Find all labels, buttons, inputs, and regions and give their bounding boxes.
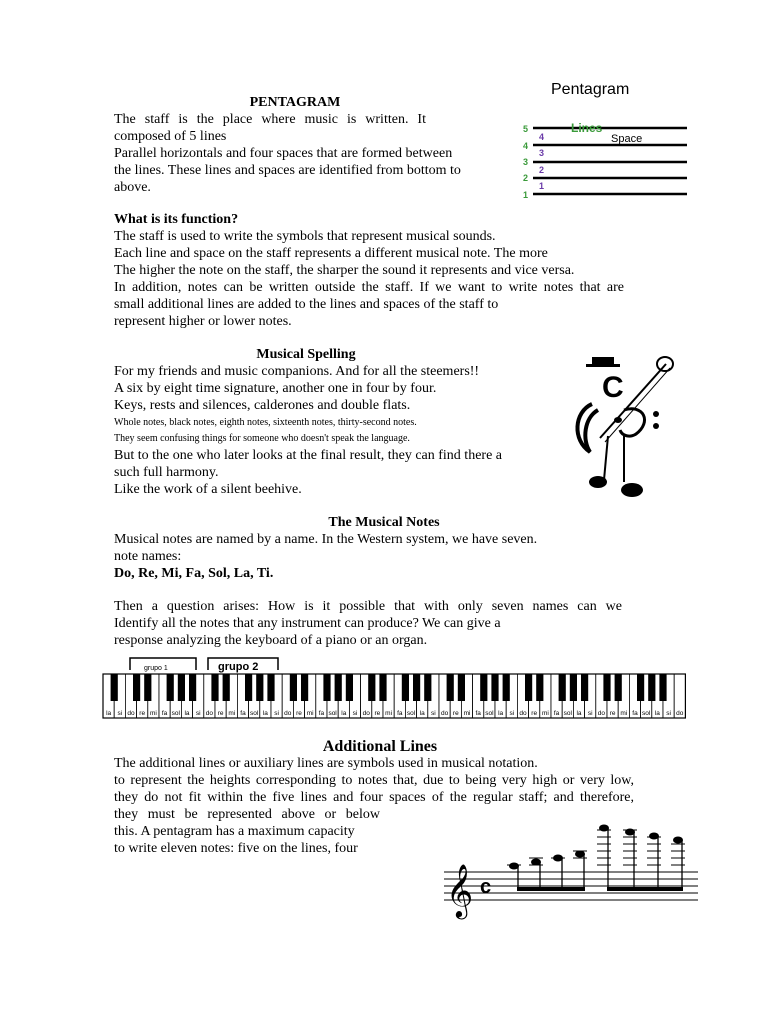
key-label: re — [531, 710, 538, 717]
black-key — [413, 674, 420, 701]
key-label: sol — [250, 710, 259, 717]
key-label: mi — [541, 710, 549, 717]
additional-line-3: they do not fit within the five lines and four spaces of the regular staff; and therefore, — [114, 790, 634, 805]
additional-narrow-1: they must be represented above or below — [114, 807, 380, 822]
black-key — [301, 674, 308, 701]
notes-question-1: Then a question arises: How is it possible that with only seven names can we — [114, 599, 622, 614]
black-key — [659, 674, 666, 701]
key-label: mi — [228, 710, 236, 717]
additional-line-1: The additional lines or auxiliary lines are symbols used in musical notation. — [114, 756, 538, 771]
black-key — [267, 674, 274, 701]
black-key — [379, 674, 386, 701]
notes-line-2: note names: — [114, 549, 182, 564]
key-label: do — [127, 710, 135, 717]
key-label: si — [666, 710, 671, 717]
black-key — [615, 674, 622, 701]
spelling-line-1: For my friends and music companions. And for all the steemers!! — [114, 364, 480, 379]
black-key — [178, 674, 185, 701]
music-character-illustration — [572, 352, 682, 502]
note-names: Do, Re, Mi, Fa, Sol, La, Ti. — [114, 566, 274, 581]
spelling-end-line-2: such full harmony. — [114, 465, 219, 480]
key-label: si — [274, 710, 279, 717]
function-line-2: Each line and space on the staff represents a different musical note. The more — [114, 246, 548, 261]
key-label: fa — [161, 710, 168, 717]
black-key — [480, 674, 487, 701]
black-key — [402, 674, 409, 701]
key-label: la — [106, 710, 112, 717]
notes-question-3: response analyzing the keyboard of a piano or an organ. — [114, 633, 428, 648]
key-label: re — [217, 710, 224, 717]
black-key — [189, 674, 196, 701]
space-number-3: 3 — [539, 148, 545, 158]
pentagram-figure — [515, 72, 695, 202]
black-key — [144, 674, 151, 701]
key-label: si — [195, 710, 201, 717]
line-number-5: 5 — [523, 124, 529, 134]
key-label: do — [519, 710, 527, 717]
pentagram-line-3: Parallel horizontals and four spaces that are formed between — [114, 146, 453, 161]
notes-question-2: Identify all the notes that any instrument can produce? We can give a — [114, 616, 501, 631]
key-label: la — [498, 710, 504, 717]
group1-label: grupo 1 — [144, 665, 168, 672]
key-label: do — [362, 710, 370, 717]
function-line-5: small additional lines are added to the lines and spaces of the staff to — [114, 297, 499, 312]
key-label: si — [587, 710, 593, 717]
key-label: mi — [385, 710, 393, 717]
spelling-line-3: Keys, rests and silences, calderones and double flats. — [114, 398, 411, 413]
key-label: si — [509, 710, 515, 717]
additional-line-2: to represent the heights corresponding to notes that, due to being very high or very low, — [114, 773, 634, 788]
black-key — [525, 674, 532, 701]
spelling-small-line-2: They seem confusing things for someone who doesn't speak the language. — [114, 433, 410, 444]
key-label: re — [609, 710, 616, 717]
black-key — [570, 674, 577, 701]
notes-line-1: Musical notes are named by a name. In the Western system, we have seven. — [114, 532, 538, 547]
key-label: la — [654, 710, 660, 717]
line-number-3: 3 — [523, 157, 529, 167]
function-heading: What is its function? — [114, 212, 239, 227]
spelling-line-2: A six by eight time signature, another one in four by four. — [114, 381, 437, 396]
key-label: fa — [240, 710, 246, 717]
key-label: la — [262, 710, 268, 717]
svg-text:c: c — [480, 876, 492, 898]
line-number-4: 4 — [523, 141, 529, 151]
key-label: re — [139, 710, 146, 717]
pentagram-figure-title: Pentagram — [551, 81, 630, 98]
black-key — [458, 674, 465, 701]
black-key — [447, 674, 454, 701]
key-label: do — [284, 710, 292, 717]
spelling-small-line-1: Whole notes, black notes, eighth notes, sixteenth notes, thirty-second notes. — [114, 417, 417, 428]
key-label: si — [352, 710, 358, 717]
notes-heading: The Musical Notes — [328, 515, 440, 530]
spelling-heading: Musical Spelling — [256, 347, 356, 362]
function-line-6: represent higher or lower notes. — [114, 314, 292, 329]
space-label: Space — [611, 133, 643, 145]
pentagram-line-1: The staff is the place where music is written. It — [114, 112, 426, 127]
key-label: si — [431, 710, 436, 717]
black-key — [167, 674, 174, 701]
group2-label: grupo 2 — [218, 661, 259, 673]
space-number-1: 1 — [539, 181, 545, 191]
key-label: re — [374, 710, 381, 717]
black-key — [424, 674, 431, 701]
function-line-4: In addition, notes can be written outside the staff. If we want to write notes that are — [114, 280, 624, 295]
function-line-3: The higher the note on the staff, the sharper the sound it represents and vice versa. — [114, 263, 575, 278]
line-number-2: 2 — [523, 173, 529, 183]
ledger-lines-staff — [440, 820, 702, 920]
black-key — [245, 674, 252, 701]
black-key — [536, 674, 543, 701]
black-key — [323, 674, 330, 701]
piano-keyboard — [100, 654, 692, 720]
key-label: fa — [553, 710, 560, 717]
key-label: sol — [563, 710, 572, 717]
pentagram-line-2: composed of 5 lines — [114, 129, 227, 144]
key-label: la — [184, 710, 190, 717]
key-label: fa — [475, 710, 481, 717]
space-number-2: 2 — [539, 165, 545, 175]
black-key — [335, 674, 342, 701]
black-key — [223, 674, 230, 701]
key-label: mi — [149, 710, 157, 717]
key-label: do — [440, 710, 449, 717]
key-label: fa — [397, 710, 403, 717]
function-line-1: The staff is used to write the symbols that represent musical sounds. — [114, 229, 496, 244]
black-key — [346, 674, 353, 701]
key-label: do — [676, 710, 684, 717]
key-label: re — [452, 710, 459, 717]
black-key — [368, 674, 375, 701]
additional-narrow-2: this. A pentagram has a maximum capacity — [114, 824, 355, 839]
key-label: fa — [318, 710, 325, 717]
svg-text:𝄞: 𝄞 — [446, 864, 474, 916]
space-number-4: 4 — [539, 132, 545, 142]
black-key — [581, 674, 588, 701]
key-label: la — [576, 710, 582, 717]
black-key — [559, 674, 566, 701]
black-key — [256, 674, 263, 701]
key-label: do — [597, 710, 606, 717]
key-label: sol — [406, 710, 416, 717]
key-label: fa — [632, 710, 638, 717]
pentagram-line-4: the lines. These lines and spaces are identified from bottom to — [114, 163, 461, 178]
key-label: mi — [306, 710, 314, 717]
key-label: re — [296, 710, 302, 717]
key-label: sol — [171, 710, 180, 717]
pentagram-line-5: above. — [114, 180, 151, 195]
key-label: si — [117, 710, 123, 717]
spelling-end-line-1: But to the one who later looks at the final result, they can find there a — [114, 448, 502, 463]
black-key — [111, 674, 118, 701]
key-label: sol — [642, 710, 651, 717]
pentagram-heading: PENTAGRAM — [249, 95, 341, 110]
black-key — [133, 674, 140, 701]
line-number-1: 1 — [523, 190, 529, 200]
key-label: mi — [620, 710, 628, 717]
additional-heading: Additional Lines — [322, 738, 438, 755]
black-key — [603, 674, 610, 701]
black-key — [491, 674, 498, 701]
key-label: la — [341, 710, 347, 717]
key-label: mi — [463, 710, 471, 717]
black-key — [637, 674, 644, 701]
black-key — [290, 674, 297, 701]
key-label: do — [205, 710, 214, 717]
spelling-end-line-3: Like the work of a silent beehive. — [114, 482, 302, 497]
key-label: sol — [328, 710, 337, 717]
lines-label: Lines — [571, 121, 603, 135]
black-key — [211, 674, 218, 701]
black-key — [648, 674, 655, 701]
key-label: sol — [485, 710, 494, 717]
additional-narrow-3: to write eleven notes: five on the lines, four — [114, 841, 358, 856]
key-label: la — [419, 710, 425, 717]
black-key — [503, 674, 510, 701]
svg-text:C: C — [602, 371, 624, 404]
